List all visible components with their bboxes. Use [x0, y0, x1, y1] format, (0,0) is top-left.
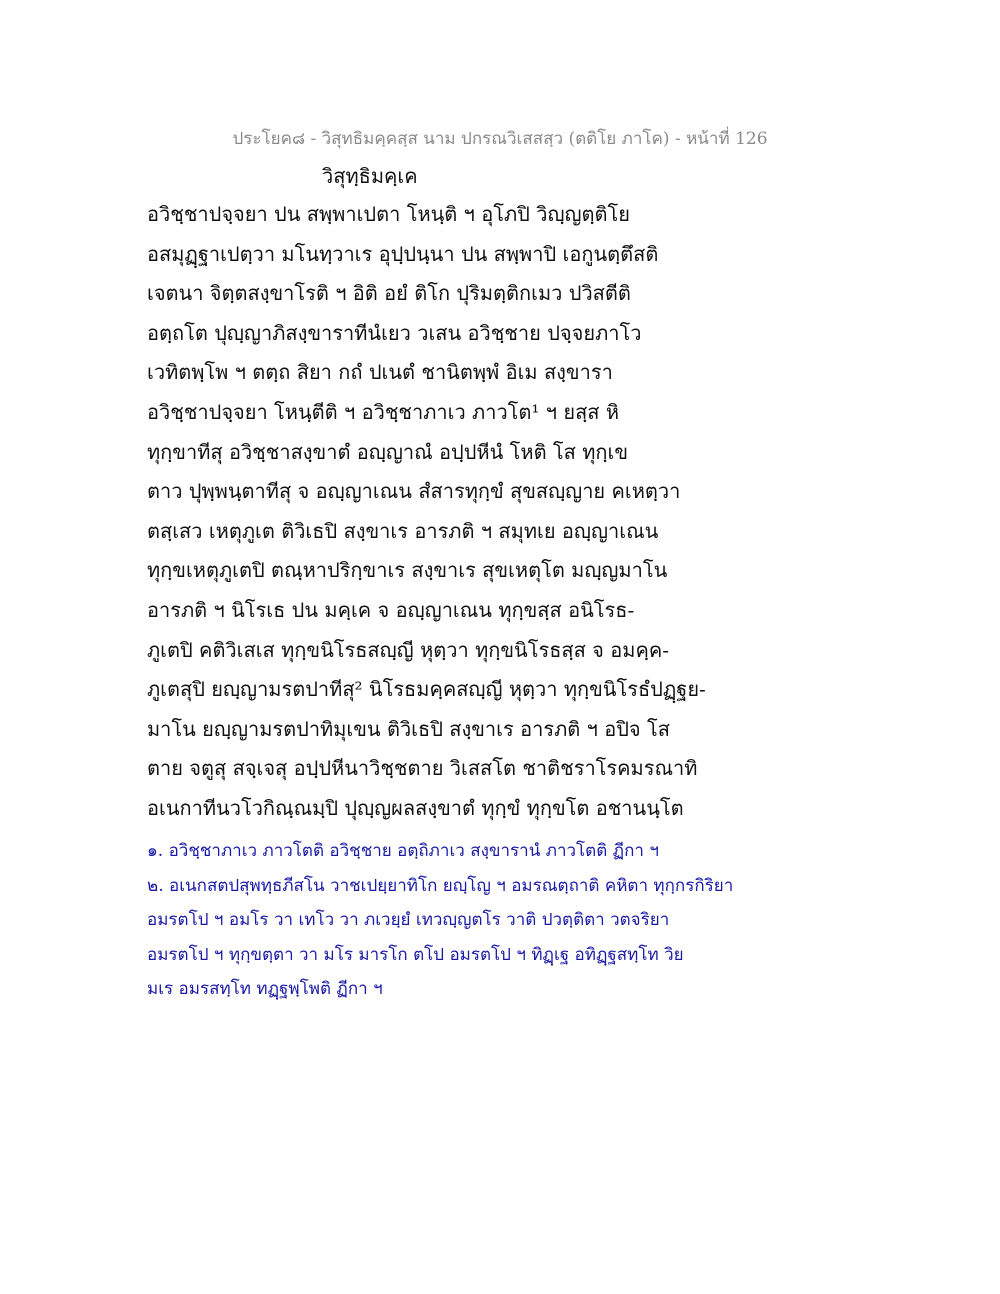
body-line: อวิชฺชาปจฺจยา ปน สพฺพาเปตา โหนฺติ ฯ อุโภปิ วิญฺญตฺติโย: [147, 202, 630, 226]
body-line: อารภติ ฯ นิโรเธ ปน มคฺเค จ อญฺญาเณน ทุกฺขสฺส อนิโรธ-: [147, 597, 635, 622]
body-line: มาโน ยญฺญามรตปาทิมุเขน ติวิเธปิ สงฺขาเร อารภติ ฯ อปิจ โส: [147, 716, 670, 741]
body-line: ภูเตสุปิ ยญฺญามรตปาทีสุ² นิโรธมคฺคสญฺญี หุตฺวา ทุกฺขนิโรธํปฏฺฐย-: [147, 677, 706, 702]
footnote-line: อมรตโป ฯ อมโร วา เทโว วา ภเวยฺยํ เทวญฺญตโร วาติ ปวตฺติตา วตจริยา: [147, 910, 670, 931]
body-line: ตสฺเสว เหตุภูเต ติวิเธปิ สงฺขาเร อารภติ ฯ สมุทเย อญฺญาเณน: [147, 518, 659, 543]
footnote-line: ๑. อวิชฺชาภาเว ภาวโตติ อวิชฺชาย อตฺถิภาเว สงฺขารานํ ภาวโตติ ฏีกา ฯ: [147, 841, 659, 861]
body-text: [147, 199, 867, 833]
section-title: วิสุทฺธิมคฺเค: [322, 164, 418, 188]
body-line: อสมุฏฺฐาเปตฺวา มโนทฺวาเร อุปฺปนฺนา ปน สพฺพาปิ เอกูนตฺตึสติ: [147, 241, 659, 266]
footnote-line: อมรตโป ฯ ทุกฺขตฺตา วา มโร มารโก ตโป อมรตโป ฯ ทิฏฺเฐ อทิฏฺฐสทฺโท วิย: [147, 944, 684, 965]
body-line: เจตนา จิตฺตสงฺขาโรติ ฯ อิติ อยํ ติโก ปุริมตฺติกเมว ปวิสตีติ: [147, 281, 631, 306]
running-header: ประโยค๘ - วิสุทธิมคฺคสฺส นาม ปกรณวิเสสสฺว (ตติโย ภาโค) - หน้าที่ 126: [232, 129, 768, 149]
footnote-line: ๒. อเนกสตปสุพทฺธภีสโน วาชเปยฺยาทิโก ยญฺโญ ฯ อมรณตฺถาติ คหิตา ทุกฺกรกิริยา: [147, 875, 734, 896]
body-line: อเนกาทีนวโวกิณฺณมฺปิ ปุญฺญผลสงฺขาตํ ทุกฺขํ ทุกฺขโต อชานนฺโต: [147, 795, 684, 820]
body-line: ตาย จตูสุ สจฺเจสุ อปฺปหีนาวิชฺชตาย วิเสสโต ชาติชราโรคมรณาทิ: [147, 756, 698, 781]
body-line: ตาว ปุพฺพนฺตาทีสุ จ อญฺญาเณน สํสารทุกฺขํ สุขสญฺญาย คเหตฺวา: [147, 479, 681, 504]
body-line: เวทิตพฺโพ ฯ ตตฺถ สิยา กถํ ปเนตํ ชานิตพฺพํ อิเม สงฺขารา: [147, 360, 613, 385]
body-line: ทุกฺขเหตุภูเตปิ ตณฺหาปริกฺขาเร สงฺขาเร สุขเหตุโต มญฺญมาโน: [147, 558, 668, 583]
body-line: ภูเตปิ คติวิเสเส ทุกฺขนิโรธสญฺญี หุตฺวา ทุกฺขนิโรธสฺส จ อมคฺค-: [147, 637, 669, 662]
body-line: ทุกฺขาทีสุ อวิชฺชาสงฺขาตํ อญฺญาณํ อปฺปหีนํ โหติ โส ทุกฺเข: [147, 439, 629, 464]
footnotes: [147, 838, 867, 1011]
footnote-line: มเร อมรสทฺโท ทฏฺฐพฺโพติ ฏีกา ฯ: [147, 979, 383, 1000]
body-line: อตฺถโต ปุญฺญาภิสงฺขาราทีนํเยว วเสน อวิชฺชาย ปจฺจยภาโว: [147, 320, 642, 345]
body-line: อวิชฺชาปจฺจยา โหนฺตีติ ฯ อวิชฺชาภาเว ภาวโต¹ ฯ ยสฺส หิ: [147, 399, 620, 424]
